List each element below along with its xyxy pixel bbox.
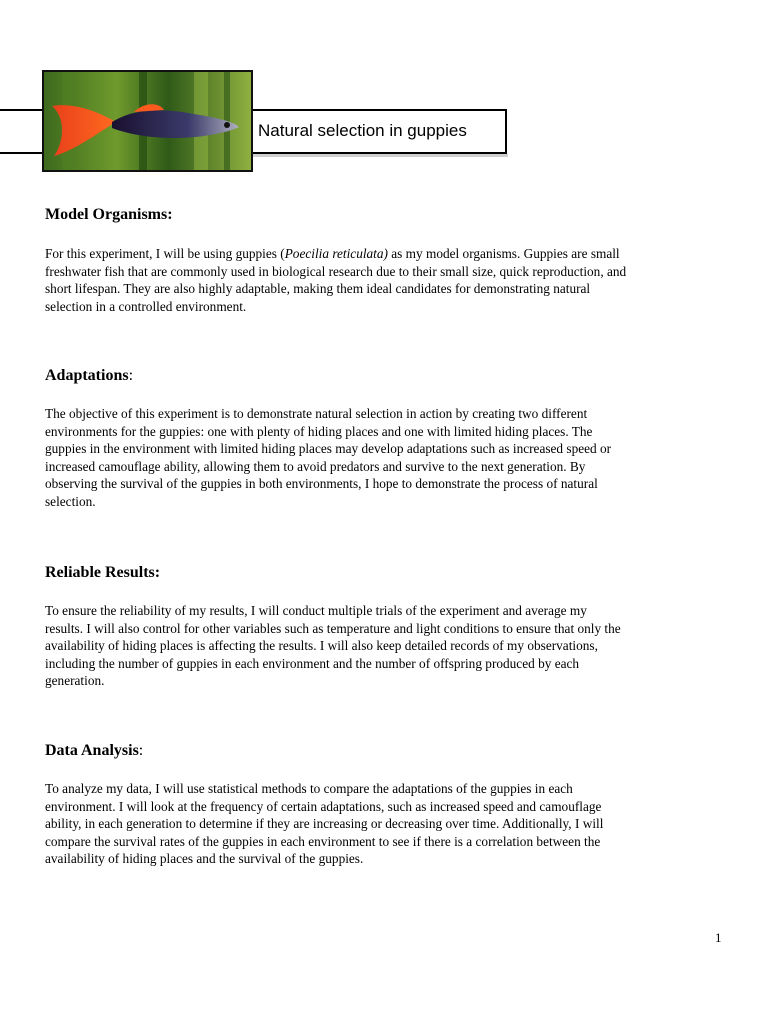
section-reliable-results xyxy=(45,563,725,690)
guppy-fish-image xyxy=(44,72,251,170)
section-model-organisms xyxy=(45,205,725,315)
section-heading: Model Organisms: xyxy=(45,206,173,223)
page-number: 1 xyxy=(715,930,722,945)
section-body: To ensure the reliability of my results, I will conduct multiple trials of the experiment and average my results. I will also control for other variables such as temperature and light conditions to ensure that only the availability of hiding places is affecting the results. I will also keep detailed records of my observations, including the number of guppies in each environment and the number of offspring produced by each generation. xyxy=(45,603,621,689)
section-body: To analyze my data, I will use statistical methods to compare the adaptations of the guppies in each environment. I will look at the frequency of certain adaptations, such as increased speed and camouflage ability, in each generation to determine if they are increasing or decreasing over time. Additionally, I will compare the survival rates of the guppies in each environment to see if there is a correlation between the availability of hiding places and the survival of the guppies. xyxy=(45,781,604,867)
banner-border-right xyxy=(505,109,507,154)
section-body: For this experiment, I will be using guppies (Poecilia reticulata) as my model organisms. Guppies are small freshwater fish that are commonly used in biological research due to their small size, quick reproduction, and short lifespan. They are also highly adaptable, making them ideal candidates for demonstrating natural selection in a controlled environment. xyxy=(45,246,627,314)
section-adaptations xyxy=(45,366,725,511)
guppy-photo xyxy=(42,70,253,172)
page-title: Natural selection in guppies xyxy=(258,121,467,140)
section-data-analysis xyxy=(45,741,725,868)
section-body: The objective of this experiment is to demonstrate natural selection in action by creating two different environments for the guppies: one with plenty of hiding places and one with limited hiding places. The guppies in the environment with limited hiding places may develop adaptations such as increased speed or increased camouflage ability, allowing them to avoid predators and survive to the next generation. By observing the survival of the guppies in both environments, I hope to demonstrate the process of natural selection. xyxy=(45,406,612,509)
section-heading: Reliable Results: xyxy=(45,564,161,581)
section-heading: Data Analysis: xyxy=(45,742,144,759)
section-heading: Adaptations: xyxy=(45,367,134,384)
